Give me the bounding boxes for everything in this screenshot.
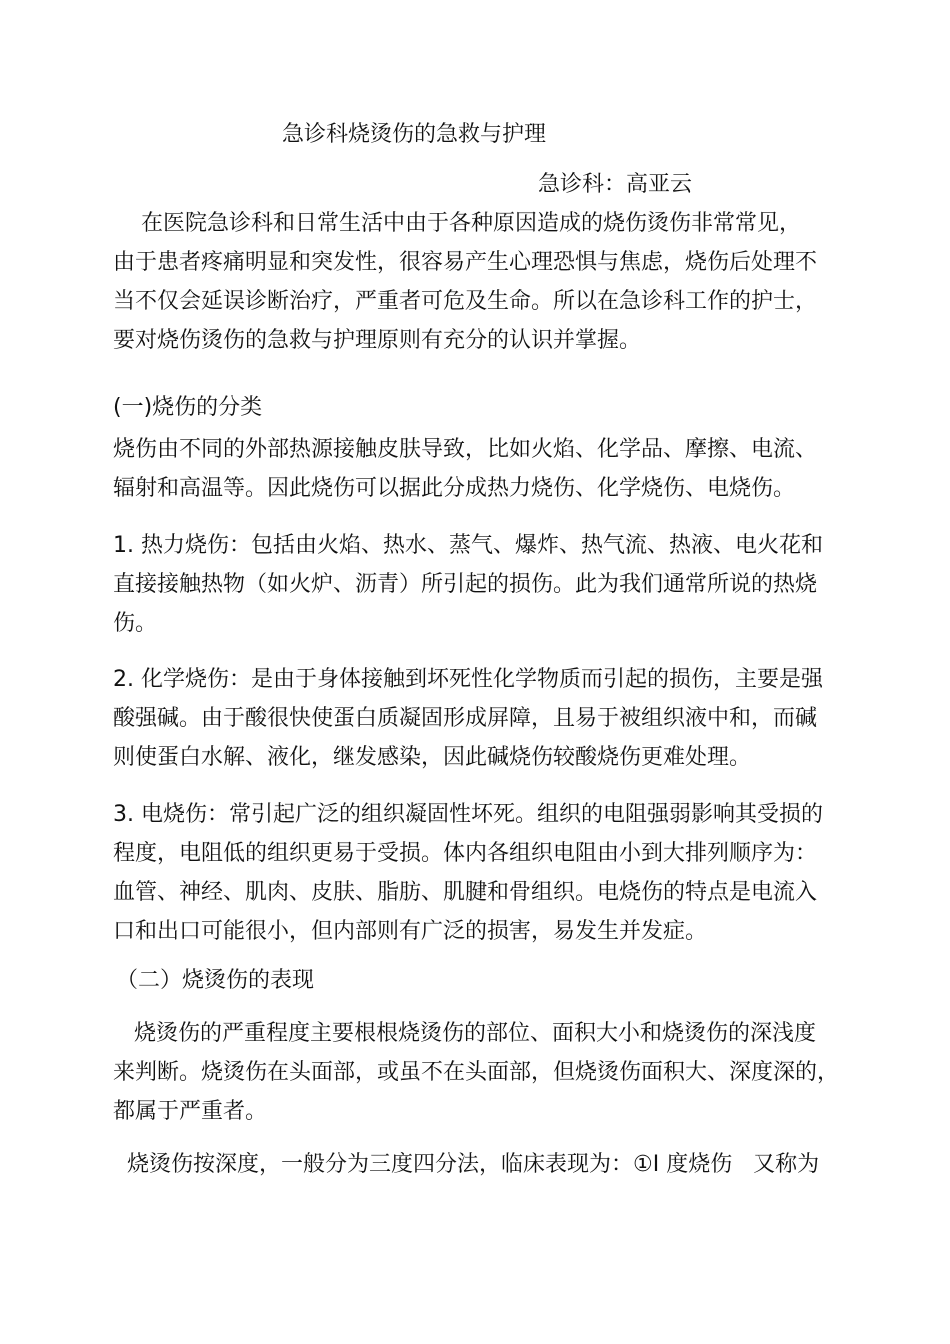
text-line: 则使蛋白水解、液化，继发感染，因此碱烧伤较酸烧伤更难处理。 [113, 745, 752, 770]
text-line: 3. 电烧伤：常引起广泛的组织凝固性坏死。组织的电阻强弱影响其受损的 [113, 802, 823, 827]
classification-paragraph [113, 430, 843, 508]
document-author: 急诊科：高亚云 [538, 172, 693, 197]
text-line: 在医院急诊科和日常生活中由于各种原因造成的烧伤烫伤非常常见， [113, 211, 801, 236]
text-line: 直接接触热物（如火炉、沥青）所引起的损伤。此为我们通常所说的热烧 [113, 572, 818, 597]
text-line: 都属于严重者。 [113, 1099, 268, 1124]
text-line: 要对烧伤烫伤的急救与护理原则有充分的认识并掌握。 [113, 328, 642, 353]
text-line: 酸强碱。由于酸很快使蛋白质凝固形成屏障，且易于被组织液中和，而碱 [113, 706, 818, 731]
section-heading-manifestation: （二）烧烫伤的表现 [116, 968, 315, 993]
text-line: 血管、神经、肌肉、皮肤、脂肪、肌腱和骨组织。电烧伤的特点是电流入 [113, 880, 818, 905]
item-electrical-burn [113, 795, 843, 951]
depth-paragraph [113, 1145, 843, 1184]
text-line: 烧烫伤的严重程度主要根根烧烫伤的部位、面积大小和烧烫伤的深浅度 [113, 1021, 816, 1046]
text-line: 伤。 [113, 611, 158, 636]
text-line: 2. 化学烧伤：是由于身体接触到坏死性化学物质而引起的损伤，主要是强 [113, 667, 823, 692]
text-line: 1. 热力烧伤：包括由火焰、热水、蒸气、爆炸、热气流、热液、电火花和 [113, 533, 823, 558]
text-line: 来判断。烧烫伤在头面部，或虽不在头面部，但烧烫伤面积大、深度深的， [113, 1060, 840, 1085]
text-line: 由于患者疼痛明显和突发性，很容易产生心理恐惧与焦虑，烧伤后处理不 [113, 250, 818, 275]
text-line: 辐射和高温等。因此烧伤可以据此分成热力烧伤、化学烧伤、电烧伤。 [113, 476, 796, 501]
document-title: 急诊科烧烫伤的急救与护理 [282, 122, 547, 147]
item-chemical-burn [113, 660, 843, 777]
intro-paragraph [113, 204, 843, 360]
item-thermal-burn [113, 526, 843, 643]
text-line: 口和出口可能很小，但内部则有广泛的损害，易发生并发症。 [113, 919, 708, 944]
text-line: 当不仅会延误诊断治疗，严重者可危及生命。所以在急诊科工作的护士， [113, 289, 818, 314]
text-line: 程度，电阻低的组织更易于受损。体内各组织电阻由小到大排列顺序为： [113, 841, 818, 866]
text-line: 烧烫伤按深度，一般分为三度四分法，临床表现为：①I 度烧伤 又称为 [113, 1152, 820, 1177]
text-line: 烧伤由不同的外部热源接触皮肤导致，比如火焰、化学品、摩擦、电流、 [113, 437, 818, 462]
section-heading-classification: (一)烧伤的分类 [113, 395, 263, 420]
manifestation-paragraph [113, 1014, 843, 1131]
